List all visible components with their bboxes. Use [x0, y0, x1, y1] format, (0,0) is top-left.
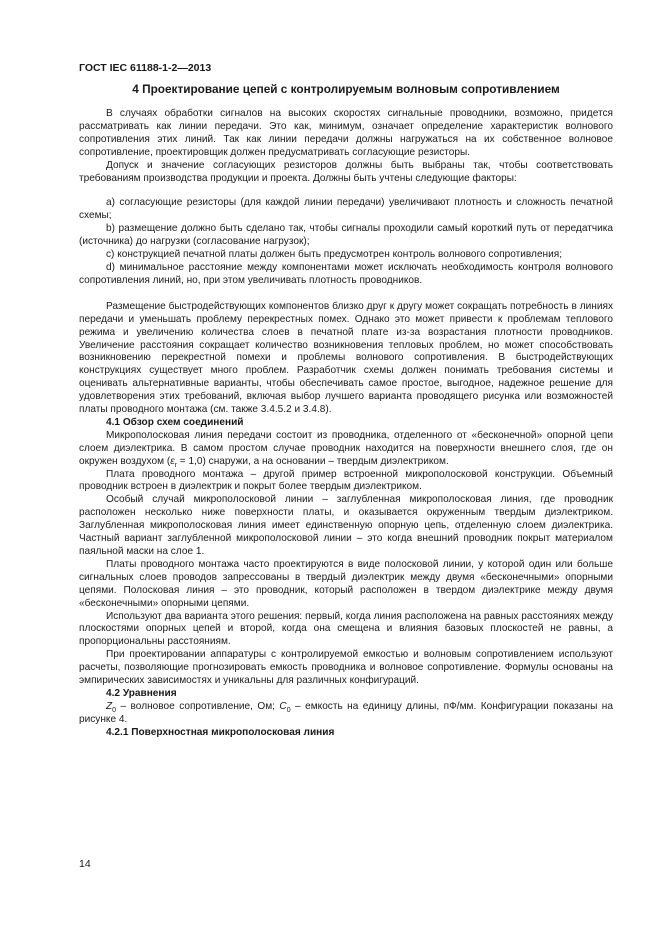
paragraph-variants: Используют два варианта этого решения: первый, когда линия расположена на равных расстояниях между плоскостями опорных цепей и второй, когда она смещена и влияния базовых плоскостей не равны, а пропорциональны расстояниям. — [79, 610, 613, 648]
standard-header: ГОСТ IEC 61188-1-2—2013 — [79, 62, 212, 74]
paragraph-placement: Размещение быстродействующих компонентов близко друг к другу может сокращать потребность в линиях передачи и уменьшать проблему перекрестных помех. Однако это может привести к проблемам теплового режима и увеличению количества слоев в печатной плате из-за возрастания плотности проводников. Увеличение расстояния сокращает количество возникновения тепловых проблем, но может способствовать возникновению перекрестной помехи и проблемы волнового сопротивления. В быстродействующих конструкциях существует много проблем. Разработчик схемы должен понимать требования системы и оценивать альтернативные варианты, чтобы обеспечивать самое простое, выгодное, надежное решение для удовлетворения этих требований, включая выбор лучшего варианта проводящего рисунка или возможностей платы проводного монтажа (см. также 3.4.5.2 и 3.4.8). — [79, 300, 613, 416]
page-number: 14 — [79, 858, 91, 870]
heading-4-2-1: 4.2.1 Поверхностная микрополосковая линия — [106, 726, 335, 738]
list-item-a: a) согласующие резисторы (для каждой линии передачи) увеличивают плотность и сложность печатной схемы; — [79, 197, 613, 222]
spacer — [79, 185, 613, 197]
paragraph-wire-board: Плата проводного монтажа – другой пример встроенной микрополосковой конструкции. Объемный проводник встроен в диэлектрик и покрыт более твердым диэлектриком. — [79, 468, 613, 493]
heading-4-1: 4.1 Обзор схем соединений — [106, 416, 244, 428]
section-title: 4 Проектирование цепей с контролируемым волновым сопротивлением — [132, 82, 560, 96]
paragraph-equations: $Z_0$ – волновое сопротивление, Ом; $C_0$ – емкость на единицу длины, пФ/мм. Конфигурации показаны на рисунке 4. — [79, 700, 613, 725]
paragraph-tolerance: Допуск и значение согласующих резисторов должны быть выбраны так, чтобы соответствовать требованиям производства продукции и проекта. Должны быть учтены следующие факторы: — [79, 159, 613, 184]
paragraph-microstrip: Микрополосковая линия передачи состоит из проводника, отделенного от «бесконечной» опорной цепи слоем диэлектрика. В самом простом случае проводник находится на поверхности внешнего слоя, где он окружен воздухом $(\varepsilon_r = 1,0)$ снаружи, а на основании – твердым диэлектриком. — [79, 429, 613, 469]
paragraph-calculations: При проектировании аппаратуры с контролируемой емкостью и волновым сопротивлением используют расчеты, позволяющие прогнозировать емкость проводника и волновое сопротивление. Формулы основаны на эмпирических зависимостях и уникальны для различных конфигураций. — [79, 649, 613, 687]
list-item-b: b) размещение должно быть сделано так, чтобы сигналы проходили самый короткий путь от передатчика (источника) до нагрузки (согласование нагрузок); — [79, 223, 613, 248]
list-item-d: d) минимальное расстояние между компонентами может исключать необходимость контроля волнового сопротивления линий, но, при этом увеличивать плотность проводников. — [79, 261, 613, 286]
list-item-c: c) конструкцией печатной платы должен быть предусмотрен контроль волнового сопротивления; — [106, 249, 563, 261]
heading-4-2: 4.2 Уравнения — [106, 687, 177, 699]
paragraph-intro: В случаях обработки сигналов на высоких скоростях сигнальные проводники, возможно, придется рассматривать как линии передачи. Это как, минимум, означает определение характеристик волнового сопротивления этих линий. Так как линии передачи должны нагружаться на их собственное волновое сопротивление, проектировщик должен предусматривать согласующие резисторы. — [79, 108, 613, 158]
paragraph-stripline: Платы проводного монтажа часто проектируются в виде полосковой линии, у которой один или больше сигнальных слоев проводов запрессованы в твердый диэлектрик между двумя «бесконечными» опорными цепями. Полосковая линия – это проводник, который расположен в твердом диэлектрике между двумя «бесконечными» опорными цепями. — [79, 558, 613, 609]
spacer — [79, 288, 613, 301]
document-body — [79, 108, 613, 740]
paragraph-embedded: Особый случай микрополосковой линии – заглубленная микрополосковая линия, где проводник расположен несколько ниже поверхности платы, и оказывается окруженным твердым диэлектриком. Заглубленная микрополосковая линия имеет единственную опорную цепь, отделенную слоем диэлектрика. Частный вариант заглубленной микрополосковой линии – это когда внешний проводник покрыт материалом паяльной маски на слое 1. — [79, 494, 613, 557]
